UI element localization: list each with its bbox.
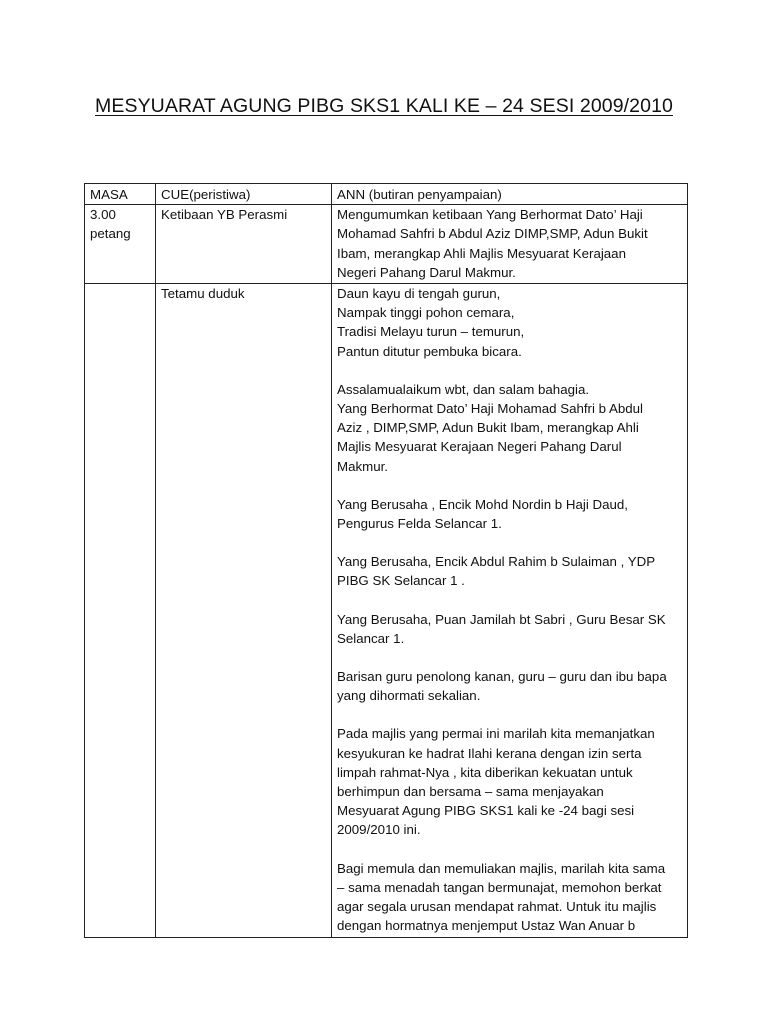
ann-line: Mengumumkan ketibaan Yang Berhormat Dato’ Haji xyxy=(337,207,643,223)
ann-line: berhimpun dan bersama – sama menjayakan xyxy=(337,784,604,800)
ann-line: Yang Berusaha , Encik Mohd Nordin b Haji Daud, xyxy=(337,496,628,512)
cell-masa xyxy=(85,284,156,937)
ann-line: Pengurus Felda Selancar 1. xyxy=(337,516,502,532)
ann-line: Assalamualaikum wbt, dan salam bahagia. xyxy=(337,381,590,397)
ann-line: Yang Berusaha, Puan Jamilah bt Sabri , Guru Besar SK xyxy=(337,611,666,627)
ann-line: Mohamad Sahfri b Abdul Aziz DIMP,SMP, Adun Bukit xyxy=(337,226,648,242)
ann-line: Bagi memula dan memuliakan majlis, marilah kita sama xyxy=(337,860,666,876)
header-cue: CUE(peristiwa) xyxy=(156,184,332,205)
ann-line: Mesyuarat Agung PIBG SKS1 kali ke -24 bagi sesi xyxy=(337,803,635,819)
ann-line: Yang Berhormat Dato’ Haji Mohamad Sahfri b Abdul xyxy=(337,401,643,417)
table-row xyxy=(85,205,688,284)
ann-line: kesyukuran ke hadrat Ilahi kerana dengan izin serta xyxy=(337,745,642,761)
ann-paragraph xyxy=(337,667,682,705)
ann-line: Selancar 1. xyxy=(337,630,405,646)
ann-line: Pada majlis yang permai ini marilah kita memanjatkan xyxy=(337,726,655,742)
ann-paragraph xyxy=(337,380,682,476)
cell-ann xyxy=(332,205,688,284)
header-ann: ANN (butiran penyampaian) xyxy=(332,184,688,205)
ann-line: agar segala urusan mendapat rahmat. Untuk itu majlis xyxy=(337,899,657,915)
ann-line: Daun kayu di tengah gurun, xyxy=(337,286,501,302)
document-title: MESYUARAT AGUNG PIBG SKS1 KALI KE – 24 SESI 2009/2010 xyxy=(95,95,673,117)
ann-line: yang dihormati sekalian. xyxy=(337,688,481,704)
masa-line: 3.00 xyxy=(90,207,116,223)
cell-cue: Ketibaan YB Perasmi xyxy=(156,205,332,284)
ann-line: Pantun ditutur pembuka bicara. xyxy=(337,343,522,359)
ann-line: 2009/2010 ini. xyxy=(337,822,421,838)
ann-paragraph xyxy=(337,205,682,282)
table-row xyxy=(85,284,688,937)
ann-line: Nampak tinggi pohon cemara, xyxy=(337,305,515,321)
ann-paragraph xyxy=(337,284,682,361)
masa-line: petang xyxy=(90,226,131,242)
header-masa: MASA xyxy=(85,184,156,205)
cell-cue: Tetamu duduk xyxy=(156,284,332,937)
ann-line: Yang Berusaha, Encik Abdul Rahim b Sulaiman , YDP xyxy=(337,554,656,570)
ann-line: Majlis Mesyuarat Kerajaan Negeri Pahang Darul xyxy=(337,439,622,455)
table-header-row xyxy=(85,184,688,205)
ann-line: Barisan guru penolong kanan, guru – guru dan ibu bapa xyxy=(337,669,667,685)
ann-line: PIBG SK Selancar 1 . xyxy=(337,573,465,589)
ann-paragraph xyxy=(337,552,682,590)
ann-line: Makmur. xyxy=(337,458,388,474)
table-body xyxy=(85,205,688,937)
ann-paragraph xyxy=(337,859,682,936)
cell-masa xyxy=(85,205,156,284)
ann-paragraph xyxy=(337,495,682,533)
ann-line: dengan hormatnya menjemput Ustaz Wan Anuar b xyxy=(337,918,636,934)
ann-paragraph xyxy=(337,610,682,648)
ann-line: limpah rahmat-Nya , kita diberikan kekuatan untuk xyxy=(337,764,633,780)
ann-line: Aziz , DIMP,SMP, Adun Bukit Ibam, merangkap Ahli xyxy=(337,420,639,436)
cell-ann xyxy=(332,284,688,937)
ann-line: Tradisi Melayu turun – temurun, xyxy=(337,324,525,340)
table-header xyxy=(85,184,688,205)
program-table xyxy=(84,183,688,938)
ann-line: – sama menadah tangan bermunajat, memohon berkat xyxy=(337,879,662,895)
ann-line: Negeri Pahang Darul Makmur. xyxy=(337,264,516,280)
ann-line: Ibam, merangkap Ahli Majlis Mesyuarat Kerajaan xyxy=(337,245,626,261)
ann-paragraph xyxy=(337,724,682,839)
